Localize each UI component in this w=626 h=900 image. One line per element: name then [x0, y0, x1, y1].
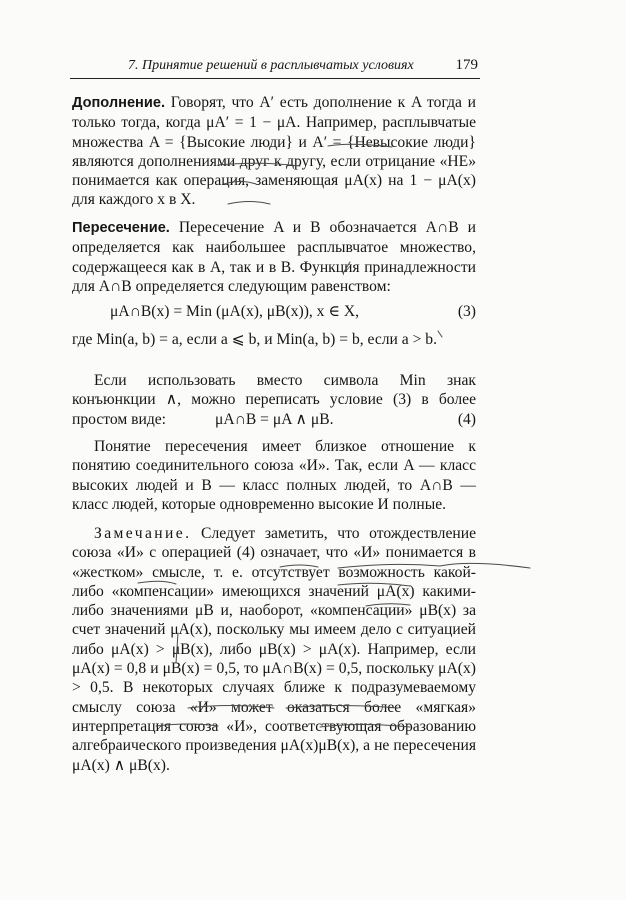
intersection-heading: Пересечение. — [72, 220, 170, 236]
remark-paragraph — [72, 524, 476, 775]
conjunction-paragraph: Если использовать вместо символа Min знак конъюнкции ∧, можно переписать условие (3) в более простом виде: — [72, 372, 476, 428]
chapter-title: 7. Принятие решений в расплывчатых условиях — [128, 58, 414, 73]
remark-heading: Замечание. — [94, 525, 192, 542]
running-header — [70, 56, 480, 79]
remark-text: Следует заметить, что отождествление союза «И» с операцией (4) означает, что «И» понимается в «жестком» смысле, т. е. отсутствует возможность какой-либо «компенсации» имеющихся значений μA(x) какими-либо значениями μB и, наоборот, «компенсации» μB(x) за счет значений μA(x), поскольку мы имеем дело с ситуацией либо μA(x) > μB(x), либо μB(x) > μA(x). Например, если μA(x) = 0,8 и μB(x) = 0,5, то μA∩B(x) = 0,5, поскольку μA(x) > 0,5. В некоторых случаях ближе к подразумеваемому смыслу союза «И» может оказаться более «мягкая» интерпретация союза «И», соответствующая образованию алгебраического произведения μA(x)μB(x), а не пересечения μA(x) ∧ μB(x). — [72, 525, 476, 774]
complement-text: Говорят, что A′ есть дополнение к A тогда и только тогда, когда μA′ = 1 − μA. Например, расплывчатые множества A = {Высокие люди} и A′ = {Невысокие люди} являются дополнениями друг к другу, если отрицание «НЕ» понимается как операция, заменяющая μA(x) на 1 − μA(x) для каждого x в X. — [72, 94, 476, 209]
formula-3-number: (3) — [457, 303, 476, 320]
complement-heading: Дополнение. — [72, 95, 166, 111]
intersection-paragraph — [72, 218, 476, 296]
complement-paragraph — [72, 93, 476, 210]
formula-4 — [72, 410, 476, 430]
min-definition: где Min(a, b) = a, если a ⩽ b, и Min(a, b) = b, если a > b. — [72, 331, 437, 348]
formula-4-expression: μA∩B = μA ∧ μB. — [215, 411, 334, 428]
relation-paragraph: Понятие пересечения имеет близкое отношение к понятию соединительного союза «И». Так, если A — класс высоких людей и B — класс полных людей, то A∩B — класс людей, которые одновременно высокие И полные. — [72, 438, 476, 513]
formula-4-number: (4) — [457, 411, 476, 428]
intersection-text: Пересечение A и B обозначается A∩B и определяется как наибольшее расплывчатое множество, содержащееся как в A, так и в B. Функция принадлежности для A∩B определяется следующим равенством: — [72, 219, 476, 295]
page-number: 179 — [455, 57, 478, 73]
formula-3-expression: μA∩B(x) = Min (μA(x), μB(x)), x ∈ X, — [110, 303, 359, 320]
formula-3 — [72, 302, 476, 322]
